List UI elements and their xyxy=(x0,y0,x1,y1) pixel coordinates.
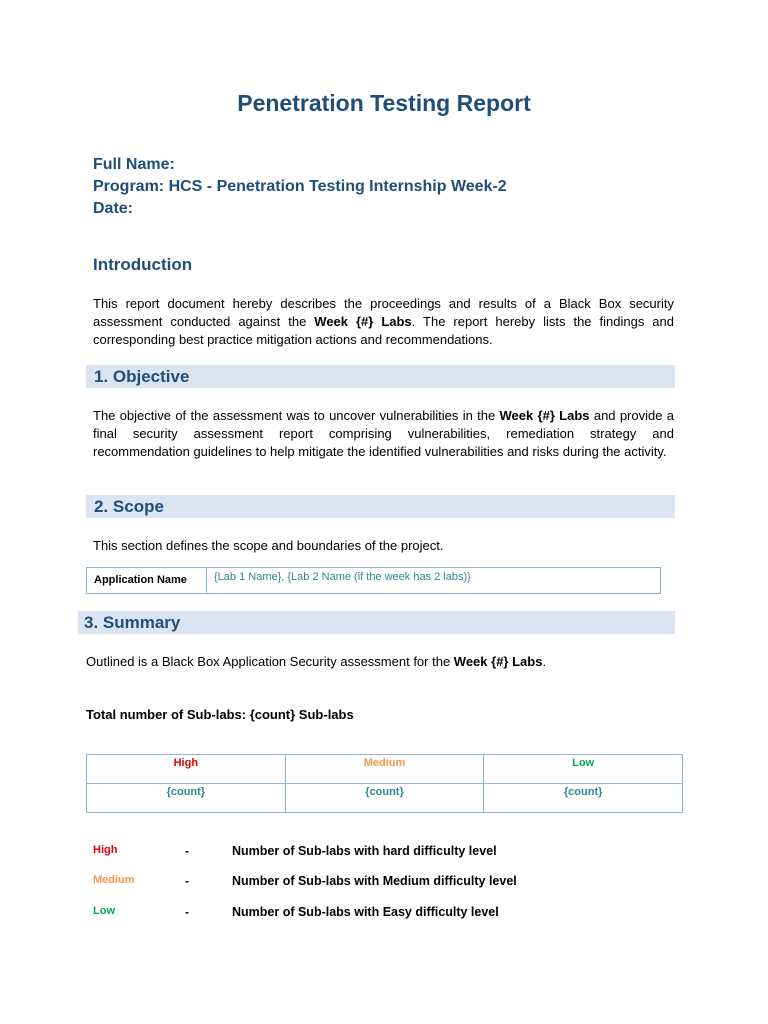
legend-dash: - xyxy=(185,874,189,888)
application-name-label: Application Name xyxy=(87,568,207,593)
header-medium: Medium xyxy=(285,755,484,784)
objective-text-1: The objective of the assessment was to uncover vulnerabilities in the xyxy=(93,408,500,423)
count-high: {count} xyxy=(87,784,286,813)
legend-description: Number of Sub-labs with Medium difficulty level xyxy=(232,874,517,888)
intro-text-1: This report document hereby describes the proceedings and results of a Black Box security assessment conducted against the xyxy=(93,296,674,329)
summary-text-2: . xyxy=(542,654,547,669)
scope-table xyxy=(86,567,661,594)
summary-paragraph xyxy=(86,653,686,671)
intro-week-labs: Week {#} Labs xyxy=(314,314,412,329)
legend-level: High xyxy=(93,844,118,856)
summary-text-1: Outlined is a Black Box Application Security assessment for the xyxy=(86,654,454,669)
report-title: Penetration Testing Report xyxy=(237,90,531,116)
scope-paragraph: This section defines the scope and boundaries of the project. xyxy=(93,538,444,553)
legend-level: Low xyxy=(93,905,115,917)
legend-level: Medium xyxy=(93,874,135,886)
summary-table-value-row xyxy=(87,784,683,813)
header-high: High xyxy=(87,755,286,784)
program-field: Program: HCS - Penetration Testing Internship Week-2 xyxy=(93,178,507,195)
objective-text-2: and provide a final security assessment report comprising vulnerabilities, remediation strategy and recommendation guidelines to help mitigate the identified vulnerabilities and risks during the activity. xyxy=(93,408,675,459)
legend-description: Number of Sub-labs with Easy difficulty level xyxy=(232,905,499,919)
objective-paragraph xyxy=(93,407,674,461)
legend-dash: - xyxy=(185,905,189,919)
full-name-field: Full Name: xyxy=(93,156,175,173)
intro-text-2: . The report hereby lists the findings and corresponding best practice mitigation actions and recommendations. xyxy=(93,314,674,347)
count-medium: {count} xyxy=(285,784,484,813)
scope-heading: 2. Scope xyxy=(86,495,675,518)
total-sublabs: Total number of Sub-labs: {count} Sub-labs xyxy=(86,707,354,722)
count-low: {count} xyxy=(484,784,683,813)
objective-week-labs: Week {#} Labs xyxy=(499,408,590,423)
objective-heading: 1. Objective xyxy=(86,365,675,388)
date-field: Date: xyxy=(93,200,134,217)
summary-week-labs: Week {#} Labs xyxy=(453,654,543,669)
header-low: Low xyxy=(484,755,683,784)
introduction-heading: Introduction xyxy=(93,255,193,274)
summary-table-header-row xyxy=(87,755,683,784)
summary-heading: 3. Summary xyxy=(78,611,675,634)
report-meta xyxy=(93,154,507,220)
application-name-value: {Lab 1 Name}, {Lab 2 Name (if the week has 2 labs)} xyxy=(214,571,471,583)
legend-dash: - xyxy=(185,844,189,858)
summary-table xyxy=(86,754,683,813)
legend-description: Number of Sub-labs with hard difficulty level xyxy=(232,844,497,858)
introduction-paragraph xyxy=(93,295,674,349)
